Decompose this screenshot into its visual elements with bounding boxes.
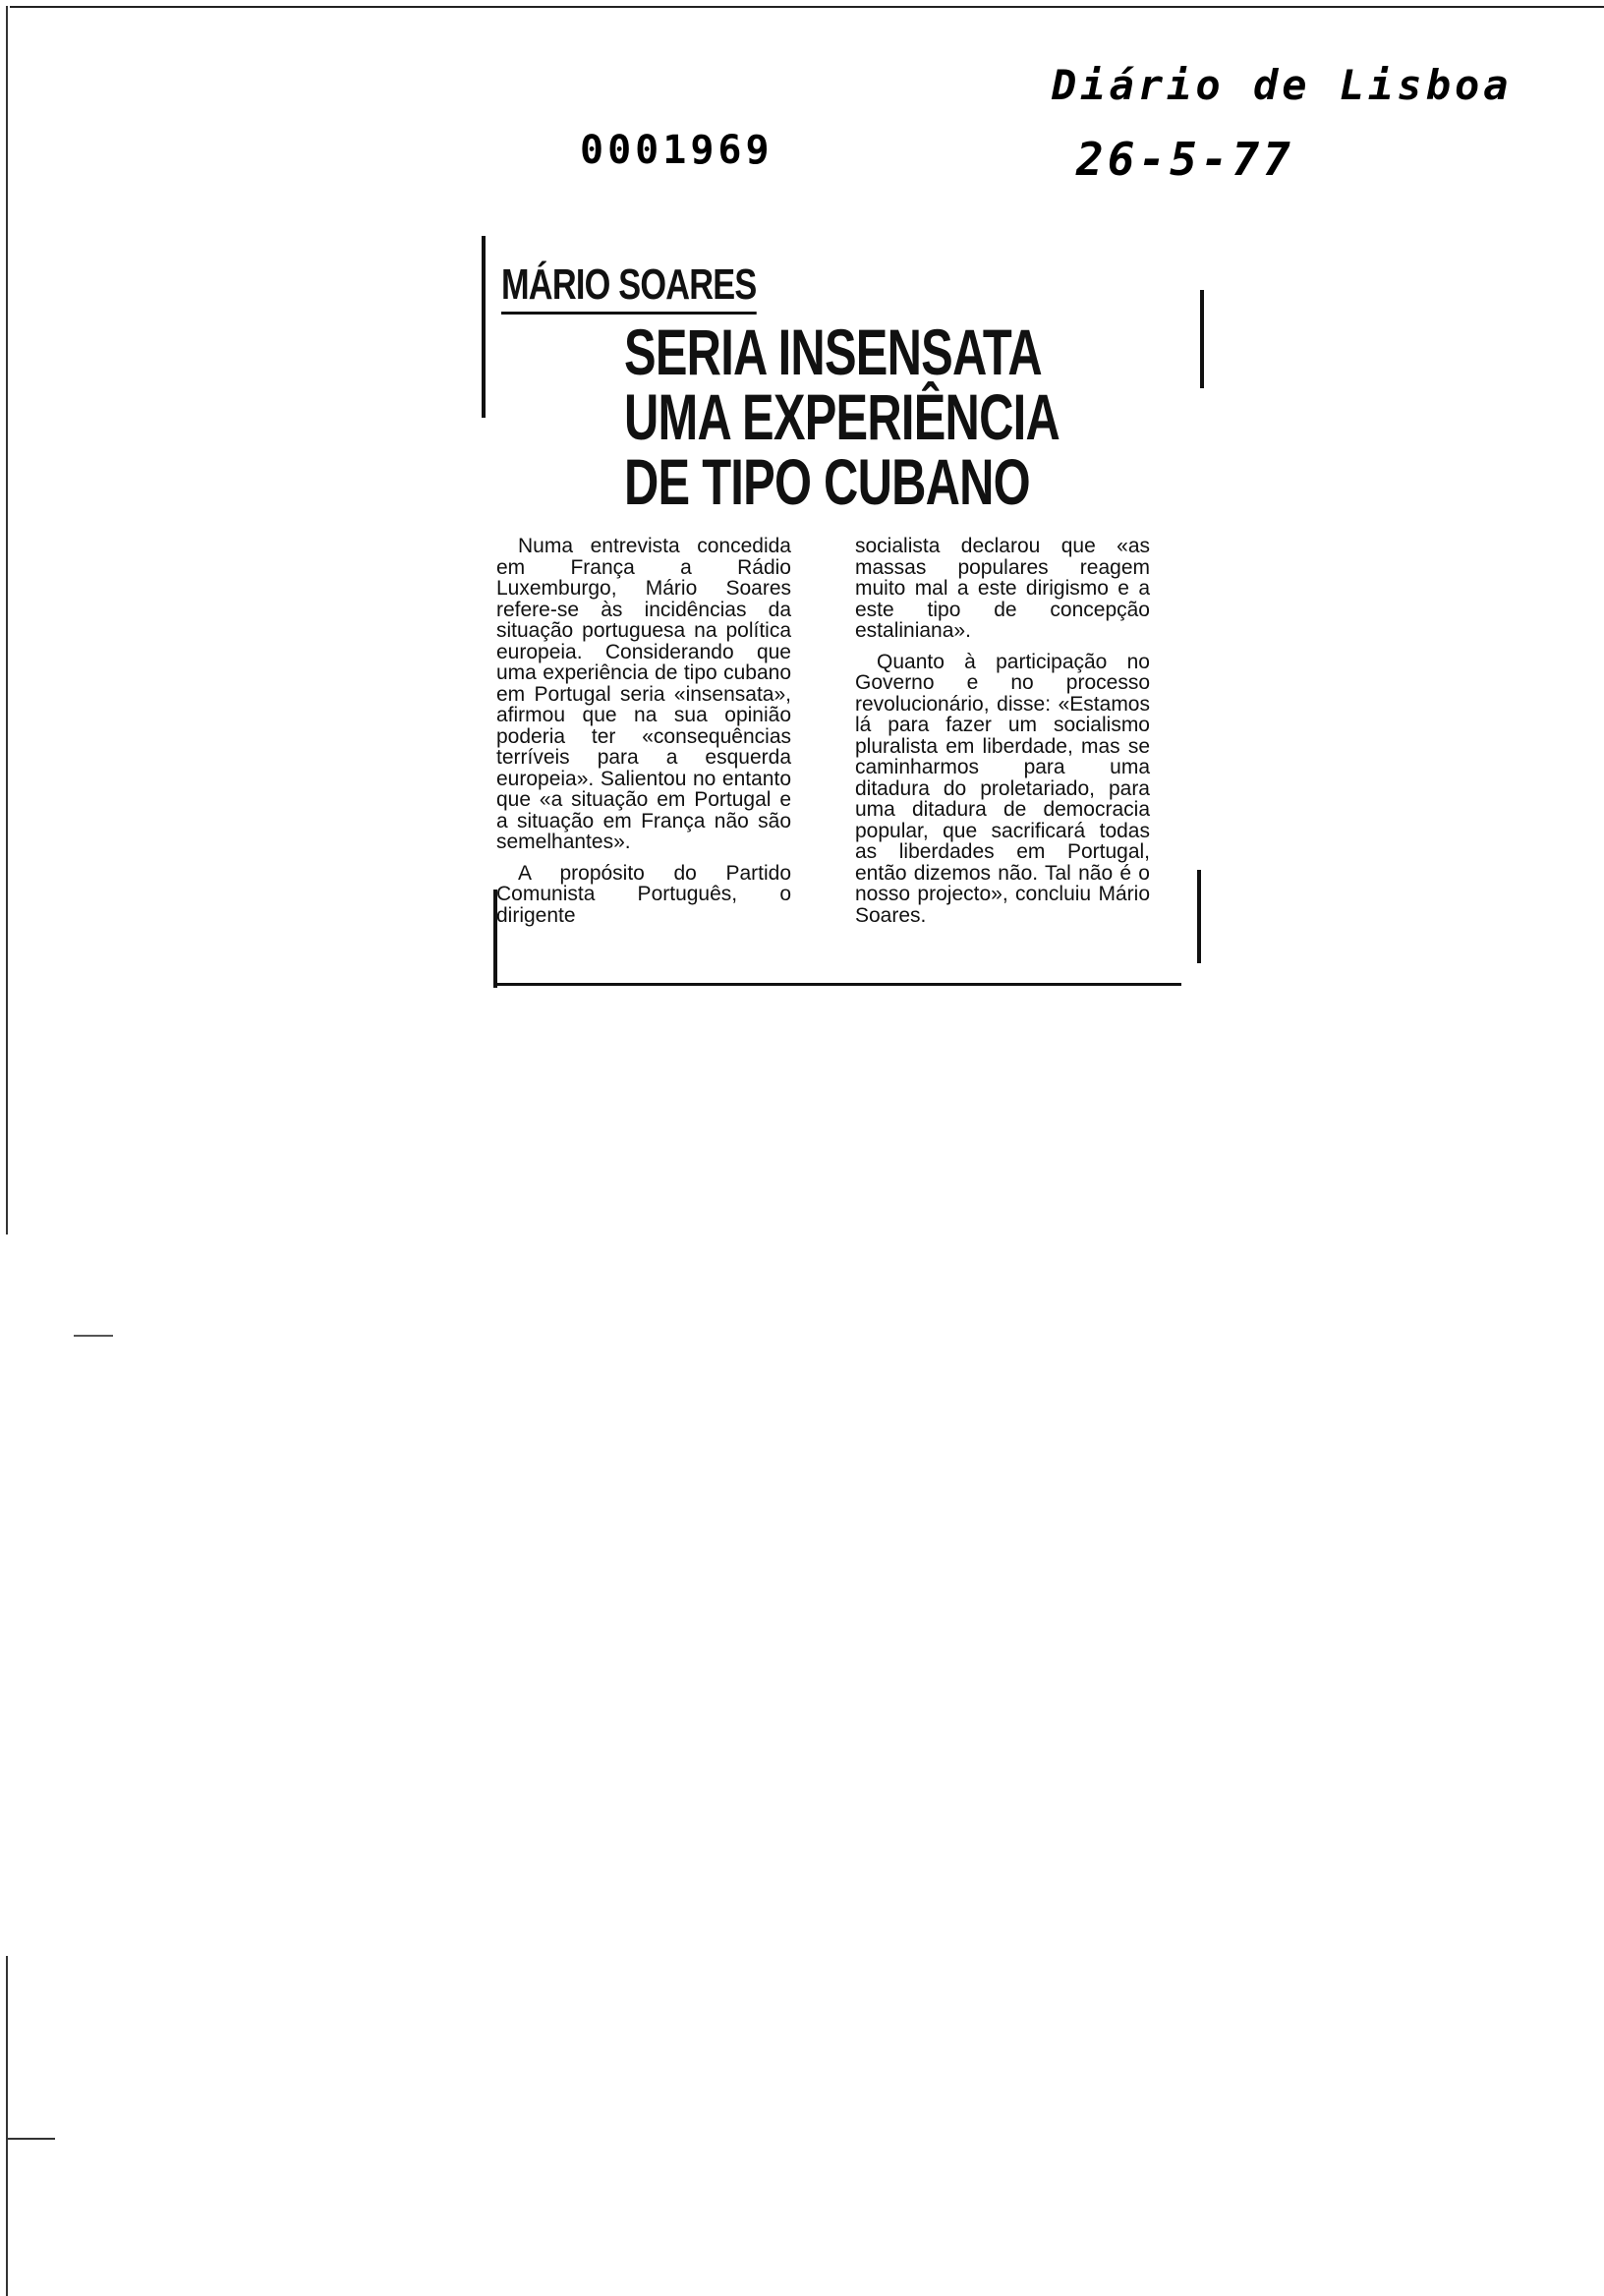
stray-mark (74, 1335, 113, 1337)
article-column-2 (855, 536, 1150, 936)
article-headline (624, 316, 1135, 518)
page-border-left-lower (6, 1956, 8, 2296)
article-paragraph: Numa entrevista concedida em França a Rádio Luxemburgo, Mário Soares refere-se às incidências da situação portuguesa na política europeia. Considerando que uma experiência de tipo cubano em Portugal seria «insensata», afirmou que na sua opinião poderia ter «consequências terríveis para a esquerda europeia». Salientou no entanto que «a situação em Portugal e a situação em França não são semelhantes». (496, 535, 791, 853)
headline-line: UMA EXPERIÊNCIA (624, 380, 1060, 453)
left-edge-tick (6, 2138, 55, 2140)
clip-bracket-right (1200, 290, 1204, 388)
handwritten-newspaper-name: Diário de Lisboa (1052, 61, 1513, 109)
handwritten-date: 26-5-77 (1076, 133, 1294, 186)
page-border-left (6, 6, 8, 1234)
clip-bracket-left (482, 236, 486, 418)
article-kicker: MÁRIO SOARES (501, 260, 757, 315)
headline-line: SERIA INSENSATA (624, 316, 1042, 388)
newspaper-clipping (482, 236, 1209, 993)
article-paragraph: socialista declarou que «as massas populares reagem muito mal a este dirigismo e a este tipo de concepção estaliniana». (855, 535, 1150, 642)
article-paragraph: Quanto à participação no Governo e no processo revolucionário, disse: «Estamos lá para fazer um socialismo pluralista em liberdade, mas se caminharmos para uma ditadura do proletariado, para uma ditadura de democracia popular, que sacrificará todas as liberdades em Portugal, então dizemos não. Tal não é o nosso projecto», concluiu Mário Soares. (855, 650, 1150, 927)
clip-bottom-rule (493, 983, 1181, 986)
page-border-top (10, 6, 1604, 8)
headline-line: DE TIPO CUBANO (624, 445, 1030, 518)
article-column-1 (496, 536, 791, 936)
article-paragraph: A propósito do Partido Comunista Português, o dirigente (496, 861, 791, 927)
handwritten-archive-number: 0001969 (580, 128, 773, 173)
clip-bracket-right-lower (1197, 870, 1201, 963)
